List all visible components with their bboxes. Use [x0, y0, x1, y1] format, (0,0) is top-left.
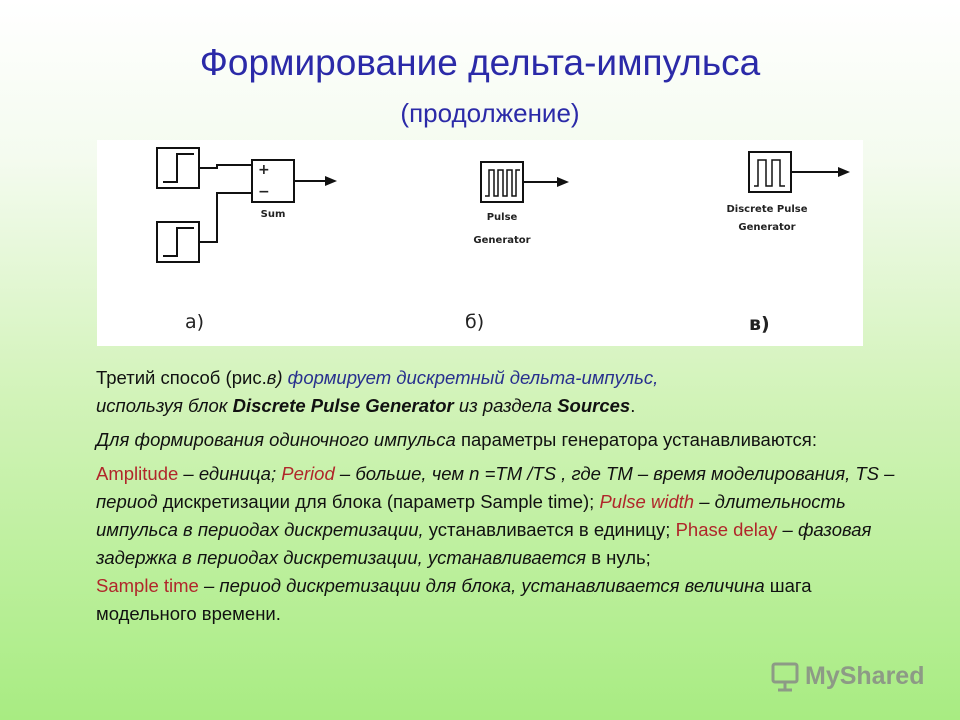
param-pulse-width: Pulse width	[599, 491, 695, 512]
text-run: .	[630, 395, 636, 416]
sum-label: Sum	[260, 209, 286, 220]
slide-subtitle: (продолжение)	[400, 98, 580, 128]
text-run-italic: – фазовая задержка в периодах дискретизации, устанавливается	[96, 519, 872, 568]
text-run-italic: – длительность импульса в периодах дискретизации,	[96, 491, 846, 540]
text-run-italic: Для формирования одиночного импульса	[96, 429, 456, 450]
text-run: параметры генератора устанавливаются:	[455, 429, 817, 450]
text-run: устанавливается в единицу;	[423, 519, 676, 540]
pulse-icon	[485, 170, 520, 196]
discrete-pulse-label-2: Generator	[738, 222, 796, 233]
discrete-pulse-label-1: Discrete Pulse	[726, 204, 808, 215]
diagram-figure	[97, 140, 863, 346]
arrow-head-discrete	[838, 167, 850, 177]
paragraph-method	[96, 364, 896, 420]
param-sample-time: Sample time	[96, 575, 199, 596]
caption-c: в)	[749, 313, 770, 335]
signal-line-top	[199, 165, 252, 168]
section-name: Sources	[557, 395, 631, 416]
param-period: Period	[281, 463, 335, 484]
signal-line-bottom	[199, 193, 252, 242]
text-run: шага модельного времени.	[96, 575, 812, 624]
text-run-italic: в)	[266, 367, 283, 388]
pulse-generator-label-1: Pulse	[486, 212, 518, 223]
block-name: Discrete Pulse Generator	[232, 395, 454, 416]
param-amplitude: Amplitude	[96, 463, 179, 484]
text-run: в нуль;	[586, 547, 651, 568]
step-block-bottom	[157, 222, 199, 262]
step-block-top	[157, 148, 199, 188]
text-run-italic: из раздела	[453, 395, 558, 416]
pulse-generator-label-2: Generator	[473, 235, 531, 246]
caption-a: а)	[185, 311, 205, 333]
sum-plus-sign: +	[258, 162, 270, 178]
text-run-italic: – период дискретизации для блока, устанавливается величина	[198, 575, 765, 596]
discrete-pulse-icon	[754, 160, 785, 186]
arrow-head-sum	[325, 176, 337, 186]
presentation-icon	[773, 664, 797, 690]
param-phase-delay: Phase delay	[675, 519, 778, 540]
text-run-italic: – единица;	[178, 463, 282, 484]
arrow-head-pulse	[557, 177, 569, 187]
text-run: дискретизации для блока (параметр Sample time);	[157, 491, 600, 512]
caption-b: б)	[465, 311, 485, 333]
text-run-italic: используя блок	[96, 395, 233, 416]
watermark-text: MyShared	[805, 662, 925, 690]
paragraph-single-pulse	[96, 426, 896, 454]
text-run: Третий способ (рис.	[96, 367, 267, 388]
slide-title: Формирование дельта-импульса	[199, 42, 761, 83]
text-run-italic: – больше, чем n =TM /TS , где TM – время моделирования, TS – период	[96, 463, 895, 512]
text-run-italic: формирует дискретный дельта-импульс,	[282, 367, 659, 388]
watermark-logo	[770, 658, 940, 694]
paragraph-parameters	[96, 460, 896, 628]
sum-minus-sign: −	[258, 184, 270, 200]
body-text	[96, 364, 896, 634]
